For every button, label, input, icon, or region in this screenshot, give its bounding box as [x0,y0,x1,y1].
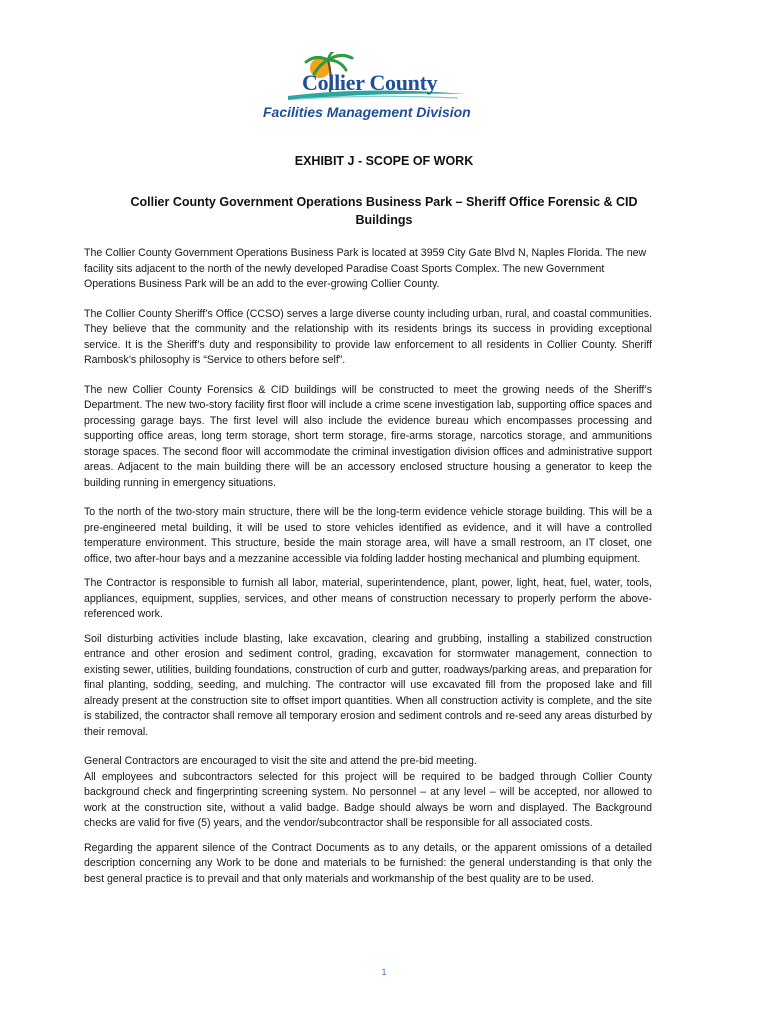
paragraph-vehicle-storage: To the north of the two-story main structure, there will be the long-term evidence vehicle storage building. This will be a pre-engineered metal building, it will be used to store vehicles identified as evidence, and it will have a controlled temperature environment. This structure, beside the main storage area, will have a small restroom, an IT closet, one office, two after-hour bays and a mezzanine accessible via folding ladder hosting mechanical and plumbing equipment. [84,506,652,565]
document-title: Collier County Government Operations Business Park – Sheriff Office Forensic & CID Buildings [130,195,638,227]
paragraph-location: The Collier County Government Operations Business Park is located at 3959 City Gate Blvd N, Naples Florida. The new facility sits adjacent to the north of the newly developed Paradise Coast Sports Complex. The new Government Operations Business Park will be an add to the ever-growing Collier County. [84,247,647,290]
logo-county-name: Collier County [302,70,438,95]
paragraph-best-practice: Regarding the apparent silence of the Contract Documents as to any details, or the apparent omissions of a detailed description concerning any Work to be done and materials to be furnished: the general understanding is that only the best general practice is to prevail and that only materials and workmanship of the best quality are to be used. [84,841,652,885]
exhibit-heading: EXHIBIT J - SCOPE OF WORK [294,154,474,168]
collier-county-logo [258,52,498,126]
document-body [84,246,652,887]
paragraph-soil-disturbing: Soil disturbing activities include blasting, lake excavation, clearing and grubbing, installing a stabilized construction entrance and other erosion and sediment control, grading, excavation for stormwater management, connection to existing sewer, utilities, building foundations, construction of curb and gutter, roadways/parking areas, and preparation for final planting, sodding, seeding, and mulching. The contractor will use excavated fill from the proposed lake and fill already present at the construction site to offset import quantities. When all construction activity is complete, and the site is stabilized, the contractor shall remove all temporary erosion and sediment controls and re-seed any areas disturbed by their removal. [84,632,652,738]
logo-division-name: Facilities Management Division [263,104,471,120]
paragraph-forensics-buildings: The new Collier County Forensics & CID buildings will be constructed to meet the growing needs of the Sheriff’s Department. The new two-story facility first floor will include a crime scene investigation lab, supporting office spaces and processing garage bays. The first level will also include the evidence bureau which encompasses processing and supporting office areas, long term storage, short term storage, fire-arms storage, narcotics storage, and ammunitions storage spaces. The second floor will accommodate the criminal investigation division offices and administrative support areas. Adjacent to the main building there will be an accessory enclosed structure housing a generator to keep the building running in emergency situations. [84,383,652,489]
paragraph-contractor-responsibility: The Contractor is responsible to furnish all labor, material, superintendence, plant, power, light, heat, fuel, water, tools, appliances, equipment, supplies, services, and other means of construction necessary to properly perform the above-referenced work. [84,577,652,620]
page-number: 1 [381,967,387,977]
paragraph-badging: All employees and subcontractors selected for this project will be required to be badged through Collier County background check and fingerprinting screening system. No personnel – at any level – will be accepted, nor allowed to work at the construction site, without a valid badge. Badge should always be worn and displayed. The Background checks are valid for five (5) years, and the vendor/subcontractor shall be responsible for all associated costs. [84,770,652,829]
paragraph-ccso: The Collier County Sheriff’s Office (CCSO) serves a large diverse county including urban, rural, and coastal communities. They believe that the community and the relationship with its residents brings its success in providing exceptional service. It is the Sheriff’s duty and responsibility to provide law enforcement to all residents in Collier County. Sheriff Rambosk’s philosophy is “Service to others before self”. [84,307,652,366]
paragraph-site-visit: General Contractors are encouraged to visit the site and attend the pre-bid meeting. [84,755,477,767]
